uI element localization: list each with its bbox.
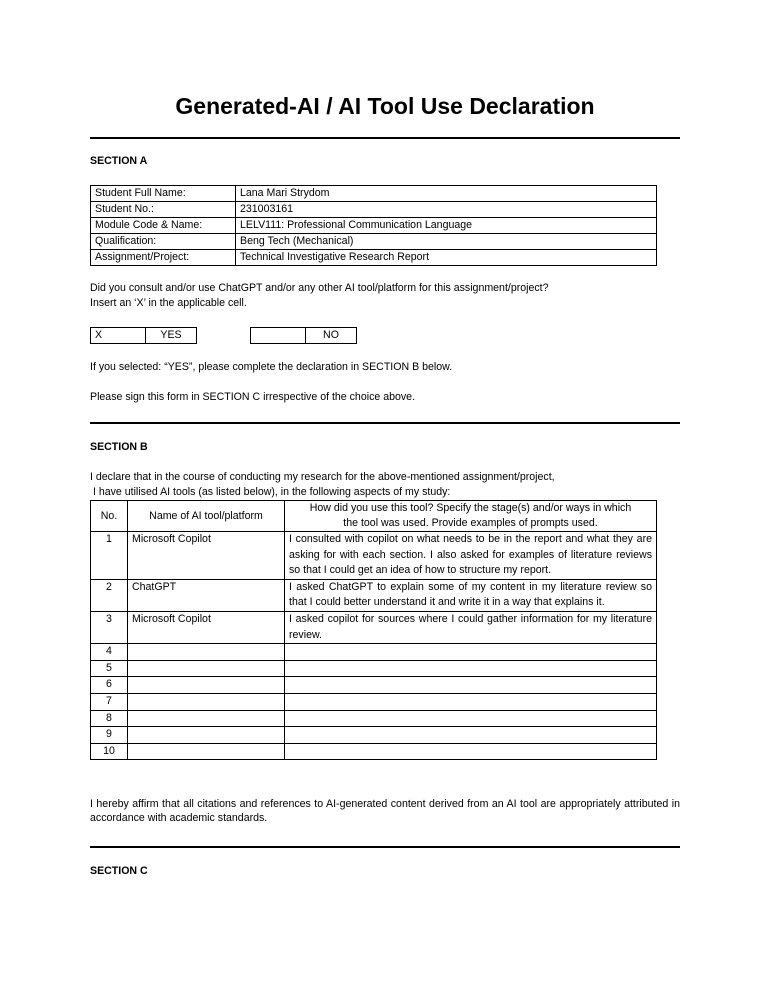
yes-mark-cell[interactable]: X (91, 328, 146, 344)
section-c-heading: SECTION C (90, 865, 148, 877)
row-number: 8 (91, 710, 128, 727)
tool-usage[interactable] (285, 693, 657, 710)
tool-usage[interactable] (285, 677, 657, 694)
affirmation-text: I hereby affirm that all citations and references to AI-generated content derived from an AI tool are appropriately attributed in accordance with academic standards. (90, 798, 680, 824)
table-row (91, 532, 657, 580)
assignment-label: Assignment/Project: (91, 250, 236, 266)
col-no-header: No. (91, 501, 128, 532)
ai-use-instruction: Insert an ‘X’ in the applicable cell. (90, 297, 247, 309)
qualification-value: Beng Tech (Mechanical) (236, 234, 657, 250)
student-info-table (90, 185, 657, 266)
row-number: 7 (91, 693, 128, 710)
col-desc-header-line2: the tool was used. Provide examples of prompts used. (343, 517, 598, 529)
no-option (250, 327, 357, 344)
declaration-intro: I declare that in the course of conducting my research for the above-mentioned assignment/project, (90, 471, 555, 483)
table-row (91, 250, 657, 266)
col-desc-header (285, 501, 657, 532)
yes-label: YES (146, 328, 197, 344)
qualification-label: Qualification: (91, 234, 236, 250)
tool-usage[interactable]: I consulted with copilot on what needs to be in the report and what they are asking for with each section. I also asked for examples of literature reviews so that I could get an idea of how to structure my report. (285, 532, 657, 580)
section-b-heading: SECTION B (90, 441, 148, 453)
tool-name[interactable]: Microsoft Copilot (128, 532, 285, 580)
row-number: 2 (91, 579, 128, 611)
table-row (91, 743, 657, 760)
page-title: Generated-AI / AI Tool Use Declaration (175, 93, 595, 119)
table-row (91, 234, 657, 250)
ai-tools-table (90, 500, 657, 760)
assignment-value: Technical Investigative Research Report (236, 250, 657, 266)
row-number: 6 (91, 677, 128, 694)
tool-usage[interactable] (285, 644, 657, 661)
no-label: NO (306, 328, 357, 344)
col-tool-header: Name of AI tool/platform (128, 501, 285, 532)
tool-usage[interactable] (285, 727, 657, 744)
section-a-heading: SECTION A (90, 155, 148, 167)
yes-option (90, 327, 197, 344)
table-row (91, 710, 657, 727)
divider (90, 846, 680, 848)
tool-usage[interactable] (285, 743, 657, 760)
module-label: Module Code & Name: (91, 218, 236, 234)
table-row (91, 660, 657, 677)
table-row (91, 644, 657, 661)
table-row (91, 218, 657, 234)
table-row (91, 611, 657, 643)
tool-usage[interactable]: I asked ChatGPT to explain some of my content in my literature review so that I could better understand it and write it in a way that explains it. (285, 579, 657, 611)
yes-instruction: If you selected: “YES”, please complete the declaration in SECTION B below. (90, 361, 453, 373)
declaration-intro-cont: I have utilised AI tools (as listed below), in the following aspects of my study: (90, 486, 451, 498)
tool-name[interactable] (128, 693, 285, 710)
module-value: LELV111: Professional Communication Language (236, 218, 657, 234)
tool-usage[interactable] (285, 660, 657, 677)
table-header-row (91, 501, 657, 532)
table-row (91, 677, 657, 694)
divider (90, 422, 680, 424)
tool-name[interactable] (128, 727, 285, 744)
table-row (91, 202, 657, 218)
tool-usage[interactable] (285, 710, 657, 727)
tool-name[interactable] (128, 677, 285, 694)
student-name-value: Lana Mari Strydom (236, 186, 657, 202)
row-number: 10 (91, 743, 128, 760)
row-number: 3 (91, 611, 128, 643)
tool-name[interactable] (128, 660, 285, 677)
no-mark-cell[interactable] (251, 328, 306, 344)
tool-name[interactable]: ChatGPT (128, 579, 285, 611)
col-desc-header-line1: How did you use this tool? Specify the stage(s) and/or ways in which (309, 502, 632, 514)
divider (90, 137, 680, 139)
sign-instruction: Please sign this form in SECTION C irrespective of the choice above. (90, 391, 416, 403)
row-number: 4 (91, 644, 128, 661)
row-number: 9 (91, 727, 128, 744)
student-no-value: 231003161 (236, 202, 657, 218)
row-number: 5 (91, 660, 128, 677)
table-row (91, 579, 657, 611)
student-name-label: Student Full Name: (91, 186, 236, 202)
ai-use-question: Did you consult and/or use ChatGPT and/or any other AI tool/platform for this assignment/project? (90, 282, 549, 294)
tool-name[interactable] (128, 743, 285, 760)
table-row (91, 186, 657, 202)
table-row (91, 693, 657, 710)
tool-name[interactable]: Microsoft Copilot (128, 611, 285, 643)
tool-name[interactable] (128, 644, 285, 661)
student-no-label: Student No.: (91, 202, 236, 218)
row-number: 1 (91, 532, 128, 580)
tool-name[interactable] (128, 710, 285, 727)
table-row (91, 727, 657, 744)
tool-usage[interactable]: I asked copilot for sources where I could gather information for my literature review. (285, 611, 657, 643)
